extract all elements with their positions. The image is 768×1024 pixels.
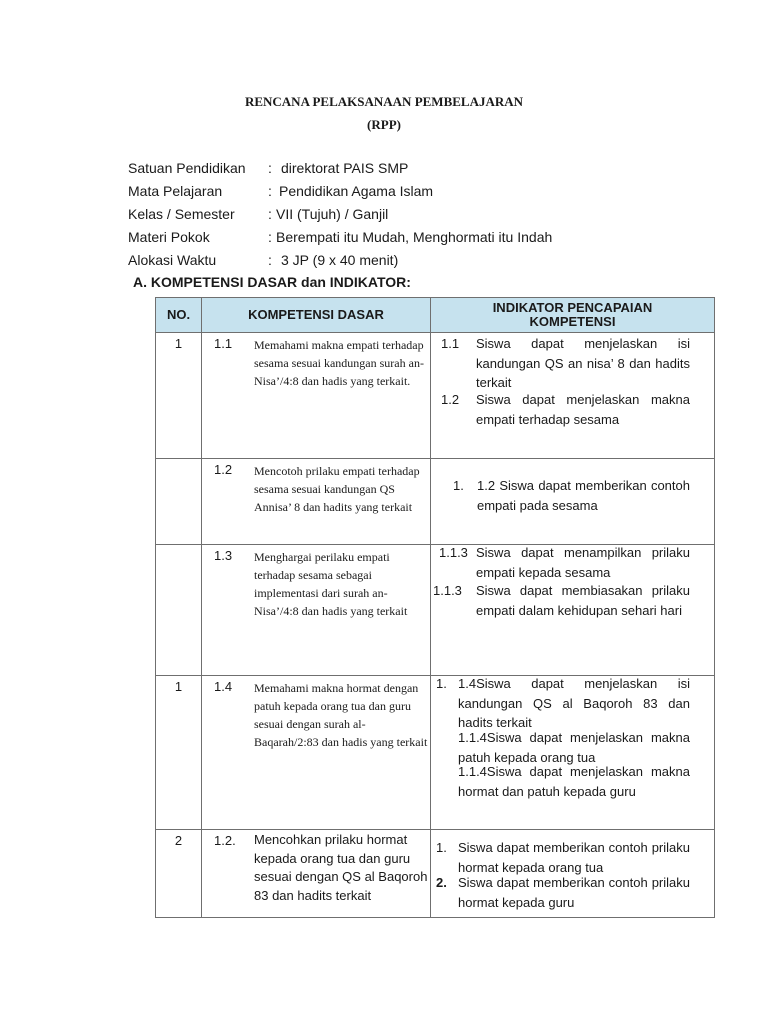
document-title: RENCANA PELAKSANAAN PEMBELAJARAN [244,94,524,109]
indicator-number: 2. [436,875,447,890]
row-number [156,459,202,545]
kd-number: 1.2 [214,462,233,477]
identity-colon: : [268,183,272,199]
identity-value: VII (Tujuh) / Ganjil [276,206,389,222]
section-heading: A. KOMPETENSI DASAR dan INDIKATOR: [133,274,411,290]
kd-text: Memahami makna empati terhadap sesama sesuai kandungan surah an-Nisa’/4:8 dan hadis yang terkait. [254,338,424,388]
document-subtitle: (RPP) [367,117,401,132]
indicator-item [436,873,690,912]
indicator-item [439,543,690,582]
kd-cell [202,333,431,459]
identity-value: Berempati itu Mudah, Menghormati itu Indah [276,229,553,245]
row-number: 1 [156,333,202,459]
indicator-text: Siswa dapat membiasakan prilaku empati dalam kehidupan sehari hari [476,583,690,618]
table-row [156,830,715,918]
indicator-number: 1.1.3 [439,545,468,560]
kd-text: Memahami makna hormat dengan patuh kepada orang tua dan guru sesuai dengan surah al-Baqarah/2:83 dan hadis yang terkait [254,681,428,749]
header-indikator-line1: INDIKATOR PENCAPAIAN [492,300,653,315]
row-number [156,545,202,676]
kompetensi-table [155,297,715,918]
kd-cell [202,545,431,676]
identity-value: direktorat PAIS SMP [281,160,409,176]
identity-colon: : [268,229,272,245]
indicator-text: Siswa dapat memberikan contoh prilaku hormat kepada guru [458,875,690,910]
indicator-item [441,334,690,393]
kd-text: Menghargai perilaku empati terhadap sesama sebagai implementasi dari surah an-Nisa’/4:8 dan hadis yang terkait [254,550,408,618]
indicator-cell [431,459,715,545]
indicator-text: Siswa dapat menjelaskan isi kandungan QS an nisa’ 8 dan hadits terkait [476,336,690,390]
indicator-cell [431,676,715,830]
indicator-text: 1.1.4Siswa dapat menjelaskan makna patuh kepada orang tua [458,730,690,765]
header-indikator-line2: KOMPETENSI [529,314,616,329]
indicator-cell [431,545,715,676]
header-indikator [431,298,715,333]
table-row [156,545,715,676]
indicator-text: Siswa dapat menjelaskan makna empati terhadap sesama [476,392,690,427]
indicator-cell [431,830,715,918]
kd-cell [202,830,431,918]
kd-number: 1.1 [214,336,233,351]
table-row [156,459,715,545]
kd-text: Mencohkan prilaku hormat kepada orang tua dan guru sesuai dengan QS al Baqoroh 83 dan hadits terkait [254,832,428,903]
row-number: 1 [156,676,202,830]
kd-cell [202,459,431,545]
indicator-item [458,762,690,801]
identity-value: Pendidikan Agama Islam [279,183,434,199]
indicator-item [436,674,690,733]
indicator-number: 1. [453,478,464,493]
table-row [156,676,715,830]
header-kd: KOMPETENSI DASAR [202,298,431,333]
indicator-text: 1.2 Siswa dapat memberikan contoh empati pada sesama [477,478,690,513]
indicator-number: 1.2 [441,392,460,407]
table-header-row [156,298,715,333]
row-number: 2 [156,830,202,918]
indicator-text: Siswa dapat memberikan contoh prilaku hormat kepada orang tua [458,840,690,875]
identity-label: Kelas / Semester [128,206,235,222]
identity-colon: : [268,206,272,222]
indicator-text: 1.4Siswa dapat menjelaskan isi kandungan QS al Baqoroh 83 dan hadits terkait [458,676,690,730]
kd-cell [202,676,431,830]
header-no: NO. [156,298,202,333]
indicator-number: 1. [436,840,447,855]
indicator-text: 1.1.4Siswa dapat menjelaskan makna hormat dan patuh kepada guru [458,764,690,799]
kd-text: Mencotoh prilaku empati terhadap sesama sesuai kandungan QS Annisa’ 8 dan hadits yang terkait [254,464,420,514]
identity-value: 3 JP (9 x 40 menit) [281,252,399,268]
indicator-cell [431,333,715,459]
indicator-text: Siswa dapat menampilkan prilaku empati kepada sesama [476,545,690,580]
identity-colon: : [268,160,272,176]
indicator-item [441,390,690,429]
kd-number: 1.2. [214,833,236,848]
indicator-number: 1.1.3 [433,583,462,598]
identity-label: Mata Pelajaran [128,183,223,199]
indicator-item [436,838,690,877]
identity-colon: : [268,252,272,268]
indicator-item [433,581,690,620]
identity-label: Alokasi Waktu [128,252,217,268]
indicator-item [453,476,690,515]
kd-number: 1.3 [214,548,233,563]
table-row [156,333,715,459]
indicator-number: 1. [436,676,447,691]
indicator-number: 1.1 [441,336,460,351]
kd-number: 1.4 [214,679,233,694]
identity-label: Materi Pokok [128,229,210,245]
identity-label: Satuan Pendidikan [128,160,246,176]
